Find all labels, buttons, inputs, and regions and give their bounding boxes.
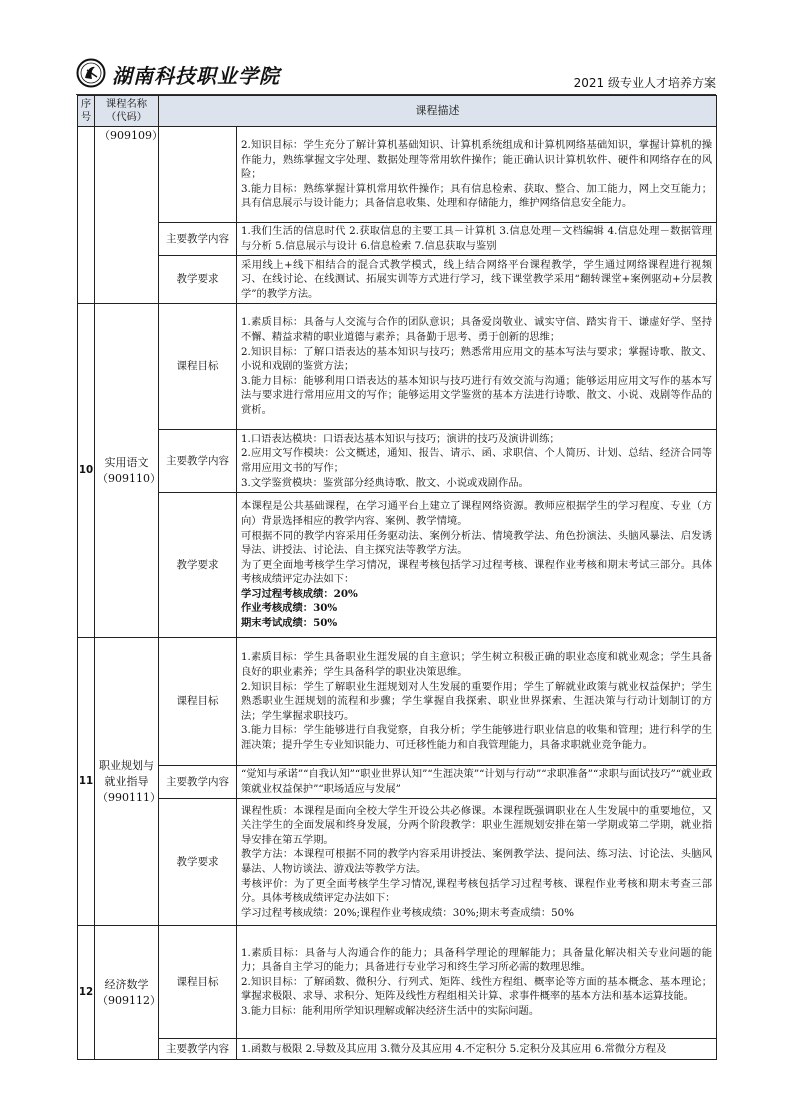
course11-goal-text xyxy=(237,638,717,766)
school-name: 湖南科技职业学院 xyxy=(112,64,280,88)
course11-goal-line: 2.知识目标：学生了解职业生涯规划对人生发展的重要作用；学生了解就业政策与就业权益保护；学生熟悉职业生涯规划的流程和步骤；学生掌握自我探索、职业世界探索、生涯决策与行动计划制订的方法；学生掌握求职技巧。 xyxy=(241,680,712,722)
course9-num xyxy=(78,127,95,304)
course10-req-line: 可根据不同的教学内容采用任务驱动法、案例分析法、情境教学法、角色扮演法、头脑风暴法、启发诱导法、讲授法、讨论法、自主探究法等教学方法。 xyxy=(241,529,712,557)
course12-goal-text xyxy=(237,926,717,1039)
course12-goal-line: 3.能力目标：能利用所学知识理解或解决经济生活中的实际问题。 xyxy=(241,1004,540,1017)
school-logo-icon xyxy=(76,58,106,88)
table-row xyxy=(78,766,717,799)
course12-content-text: 1.函数与极限 2.导数及其应用 3.微分及其应用 4.不定积分 5.定积分及其应用 6.常微分方程及 xyxy=(237,1039,717,1060)
course11-name-line1: 职业规划与 xyxy=(99,758,154,772)
course10-name: 实用语文 xyxy=(104,455,149,469)
course11-req-line: 考核评价：为了更全面考核学生学习情况,课程考核包括学习过程考核、课程作业考核和期末考查三部分。具体考核成绩评定办法如下： xyxy=(241,877,712,905)
header-course-name-line2: （代码） xyxy=(105,111,148,123)
course10-num: 10 xyxy=(78,304,95,638)
course11-req-line: 课程性质：本课程是面向全校大学生开设公共必修课。本课程既强调职业在人生发展中的重要地位，又关注学生的全面发展和终身发展，分两个阶段教学：职业生涯规划安排在第一学期或第二学期，就业指导安排在第五学期。 xyxy=(241,804,712,846)
course10-req-line: 为了更全面地考核学生学习情况，课程考核包括学习过程考核、课程作业考核和期末考试三部分。具体考核成绩评定办法如下： xyxy=(241,558,712,586)
course9-req-text: 采用线上+线下相结合的混合式教学模式，线上结合网络平台课程教学，学生通过网络课程进行视频习、在线讨论、在线测试、拓展实训等方式进行学习，线下课堂教学采用“翻转课堂+案例驱动+分层教学”的教学方法。 xyxy=(237,256,717,304)
course11-content-text: “觉知与承诺”“自我认知”“职业世界认知”“生涯决策”“计划与行动”“求职准备”“求职与面试技巧”“就业政策就业权益保护”“职场适应与发展” xyxy=(237,766,717,799)
table-row xyxy=(78,638,717,766)
table-row xyxy=(78,799,717,926)
plan-title: 2021 级专业人才培养方案 xyxy=(573,76,716,90)
course10-req-line: 期末考试成绩：50% xyxy=(241,617,338,630)
course10-goal-label: 课程目标 xyxy=(159,304,237,430)
course11-num: 11 xyxy=(78,638,95,926)
table-row xyxy=(78,223,717,256)
course11-name-line2: 就业指导 xyxy=(104,774,149,788)
course9-code: （909109） xyxy=(99,129,163,142)
table-row xyxy=(78,256,717,304)
course12-name-cell xyxy=(95,926,159,1060)
course10-goal-text xyxy=(237,304,717,430)
course11-req-label: 教学要求 xyxy=(159,799,237,926)
course10-content-label: 主要教学内容 xyxy=(159,430,237,493)
header-course-name xyxy=(95,96,159,127)
course10-content-line: 3.文学鉴赏模块：鉴赏部分经典诗歌、散文、小说或戏剧作品。 xyxy=(241,476,529,489)
course10-content-line: 1.口语表达模块：口语表达基本知识与技巧；演讲的技巧及演讲训练； xyxy=(241,432,560,445)
header-seq xyxy=(78,96,95,127)
course11-req-line: 教学方法：本课程可根据不同的教学内容采用讲授法、案例教学法、提问法、练习法、讨论法、头脑风暴法、人物访谈法、游戏法等教学方法。 xyxy=(241,848,712,875)
course10-req-text xyxy=(237,493,717,638)
course10-content-line: 2.应用文写作模块：公文概述，通知、报告、请示、函、求职信、个人简历、计划、总结、经济合同等常用应用文书的写作； xyxy=(241,447,712,474)
course9-goal-line: 3.能力目标：熟练掌握计算机常用软件操作；具有信息检索、获取、整合、加工能力，网上交互能力；具有信息展示与设计能力；具备信息收集、处理和存储能力，维护网络信息安全能力。 xyxy=(241,182,712,210)
course10-name-cell xyxy=(95,304,159,638)
header-seq-label: 序号 xyxy=(80,98,92,123)
table-row xyxy=(78,926,717,1039)
course9-name-cell xyxy=(95,127,163,304)
page-header xyxy=(76,58,716,94)
header-course-desc xyxy=(159,96,717,127)
course9-goal-line: 2.知识目标：学生充分了解计算机基础知识、计算机系统组成和计算机网络基础知识，掌握计算机的操作能力，熟练掌握文字处理、数据处理等常用软件操作；能正确认识计算机软件、硬件和网络存在的风险； xyxy=(241,139,712,181)
table-row xyxy=(78,304,717,430)
header-course-desc-label: 课程描述 xyxy=(415,103,460,117)
table-row xyxy=(78,493,717,638)
course9-goal-text xyxy=(237,127,717,223)
course12-goal-line: 1.素质目标：具备与人沟通合作的能力；具备科学理论的理解能力；具备量化解决相关专业问题的能力；具备自主学习的能力；具备进行专业学习和终生学习所必需的数理思维。 xyxy=(241,946,712,974)
table-row xyxy=(78,127,717,223)
course9-content-label: 主要教学内容 xyxy=(159,223,237,256)
course12-goal-line: 2.知识目标：了解函数、微积分、行列式、矩阵、线性方程组、概率论等方面的基本概念、基本理论；掌握求极限、求导、求积分、矩阵及线性方程组相关计算、求事件概率的基本方法和基本运算技能。 xyxy=(241,975,712,1003)
course11-goal-line: 3.能力目标：学生能够进行自我觉察，自我分析；学生能够进行职业信息的收集和管理；进行科学的生涯决策；提升学生专业知识能力、可迁移性能力和自我管理能力，具备求职就业竞争能力。 xyxy=(241,724,712,751)
course10-content-text xyxy=(237,430,717,493)
course10-req-line: 本课程是公共基础课程，在学习通平台上建立了课程网络资源。教师应根据学生的学习程度、专业（方向）背景选择相应的教学内容、案例、教学情境。 xyxy=(241,500,712,527)
course12-num: 12 xyxy=(78,926,95,1060)
course9-req-label: 教学要求 xyxy=(159,256,237,304)
header-course-name-line1: 课程名称 xyxy=(105,98,148,110)
course12-content-label: 主要教学内容 xyxy=(159,1039,237,1060)
course9-content-text: 1.我们生活的信息时代 2.获取信息的主要工具－计算机 3.信息处理－文档编辑 4.信息处理－数据管理与分析 5.信息展示与设计 6.信息检索 7.信息获取与鉴别 xyxy=(237,223,717,256)
table-row xyxy=(78,1039,717,1060)
course10-req-line: 学习过程考核成绩：20% xyxy=(241,587,358,600)
course10-goal-line: 3.能力目标：能够利用口语表达的基本知识与技巧进行有效交流与沟通；能够运用应用文写作的基本写法与要求进行常用应用文的写作；能够运用文学鉴赏的基本方法进行诗歌、散文、小说、戏剧等作品的赏析。 xyxy=(241,374,712,416)
course10-goal-line: 2.知识目标：了解口语表达的基本知识与技巧；熟悉常用应用文的基本写法与要求；掌握诗歌、散文、小说和戏剧的鉴赏方法； xyxy=(241,345,712,373)
course10-req-line: 作业考核成绩：30% xyxy=(241,602,338,615)
course11-goal-label: 课程目标 xyxy=(159,638,237,766)
course10-req-label: 教学要求 xyxy=(159,493,237,638)
course12-goal-label: 课程目标 xyxy=(159,926,237,1039)
course11-req-text xyxy=(237,799,717,926)
course11-req-line: 学习过程考核成绩：20%;课程作业考核成绩：30%;期末考查成绩：50% xyxy=(241,906,575,919)
course12-code: （909112） xyxy=(97,993,161,1007)
course11-name-cell xyxy=(95,638,159,926)
course10-code: （909110） xyxy=(97,471,161,485)
course-table xyxy=(77,95,717,1060)
course11-goal-line: 1.素质目标：学生具备职业生涯发展的自主意识；学生树立积极正确的职业态度和就业观念；学生具备良好的职业素养；学生具备科学的职业决策思维。 xyxy=(241,651,712,679)
table-row xyxy=(78,430,717,493)
course12-name: 经济数学 xyxy=(104,977,149,991)
course10-goal-line: 1.素质目标：具备与人交流与合作的团队意识；具备爱岗敬业、诚实守信、踏实肯干、谦虚好学、坚持不懈、精益求精的职业道德与素养；具备勤于思考、勇于创新的思维； xyxy=(241,316,712,344)
table-header-row xyxy=(78,96,717,127)
course11-code: （990111） xyxy=(97,790,161,804)
course9-goal-label xyxy=(159,127,237,223)
course11-content-label: 主要教学内容 xyxy=(159,766,237,799)
